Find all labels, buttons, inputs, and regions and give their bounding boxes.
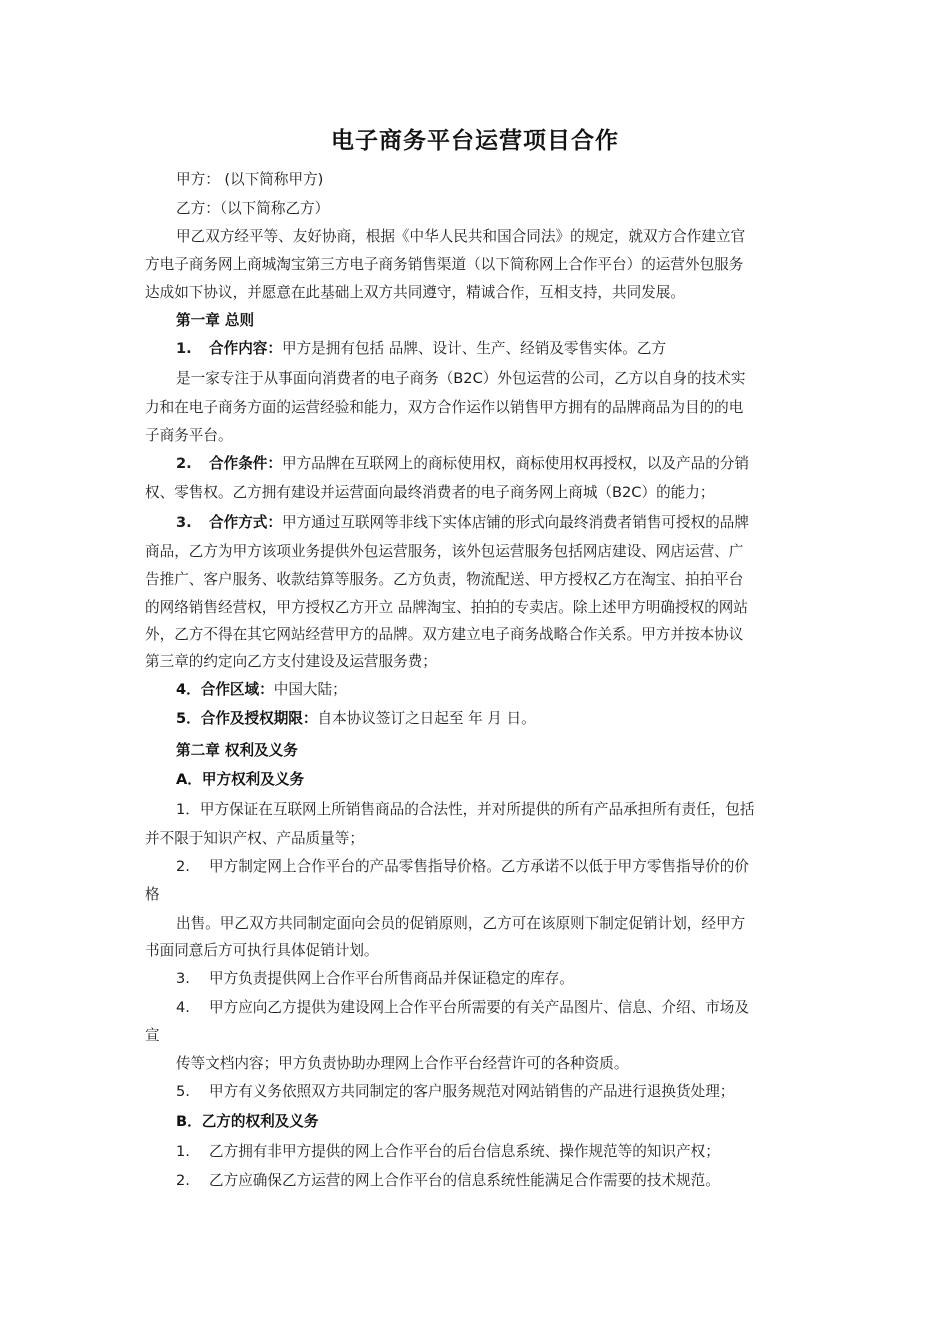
item-text: 乙方应确保乙方运营的网上合作平台的信息系统性能满足合作需要的技术规范。 [209,1172,720,1189]
item-number: 1. [176,340,192,357]
paragraph-line: 宣 [145,1027,160,1044]
item-text: 甲方制定网上合作平台的产品零售指导价格。乙方承诺不以低于甲方零售指导价的价 [209,858,749,875]
item-number: 3. [176,514,192,531]
paragraph-line: 外，乙方不得在其它网站经营甲方的品牌。双方建立电子商务战略合作关系。甲方并按本协议 [145,626,744,643]
item-text: 甲方品牌在互联网上的商标使用权，商标使用权再授权，以及产品的分销 [281,455,749,472]
paragraph-line: 权、零售权。乙方拥有建设并运营面向最终消费者的电子商务网上商城（B2C）的能力； [145,484,715,501]
section-b-heading: B．乙方的权利及义务 [176,1113,319,1130]
intro-line-3: 达成如下协议，并愿意在此基础上双方共同遵守，精诚合作，互相支持，共同发展。 [145,284,685,301]
paragraph-line: 书面同意后方可执行具体促销计划。 [145,942,379,959]
section-a-heading: A．甲方权利及义务 [176,771,305,788]
party-a-line: 甲方： (以下简称甲方) [176,171,324,188]
item-text: 甲方通过互联网等非线下实体店铺的形式向最终消费者销售可授权的品牌 [281,514,749,531]
intro-line-2: 方电子商务网上商城淘宝第三方电子商务销售渠道（以下简称网上合作平台）的运营外包服务 [145,256,744,273]
party-b-line: 乙方：（以下简称乙方） [176,200,330,217]
section-a-item-5 [176,1082,810,1102]
paragraph-line: 传等文档内容；甲方负责协助办理网上合作平台经营许可的各种资质。 [176,1055,629,1072]
item-text: 中国大陆； [273,681,347,698]
item-text: 甲方负责提供网上合作平台所售商品并保证稳定的库存。 [209,970,574,987]
item-text: 乙方拥有非甲方提供的网上合作平台的后台信息系统、操作规范等的知识产权； [209,1143,720,1160]
paragraph-line: 子商务平台。 [145,427,233,444]
paragraph-line: 告推广、客户服务、收款结算等服务。乙方负责，物流配送、甲方授权乙方在淘宝、拍拍平台 [145,571,744,588]
chapter-1-item-4 [176,680,810,700]
section-a-item-4 [176,998,810,1018]
paragraph-line: 出售。甲乙双方共同制定面向会员的促销原则，乙方可在该原则下制定促销计划，经甲方 [176,915,746,932]
item-text: 自本协议签订之日起至 年 月 日。 [317,710,536,727]
item-text: 甲方有义务依照双方共同制定的客户服务规范对网站销售的产品进行退换货处理； [209,1083,735,1100]
section-a-item-3 [176,969,810,989]
item-label: 合作条件： [209,455,282,472]
chapter-1-item-3 [176,513,810,533]
paragraph-line: 的网络销售经营权，甲方授权乙方开立 品牌淘宝、拍拍的专卖店。除上述甲方明确授权的网站 [145,599,748,616]
item-label: 4．合作区域： [176,681,274,698]
item-label: 5．合作及授权期限： [176,710,318,727]
paragraph-line: 格 [145,886,160,903]
item-number: 2. [176,1172,190,1189]
item-label: 合作方式： [209,514,282,531]
paragraph-line: 力和在电子商务方面的运营经验和能力，双方合作运作以销售甲方拥有的品牌商品为目的的电 [145,399,744,416]
item-label: 合作内容： [209,340,282,357]
paragraph-line: 商品，乙方为甲方该项业务提供外包运营服务，该外包运营服务包括网店建设、网店运营、广 [145,543,744,560]
paragraph-line: 是一家专注于从事面向消费者的电子商务（B2C）外包运营的公司，乙方以自身的技术实 [176,370,746,387]
chapter-1-item-5 [176,709,810,729]
item-number: 2. [176,455,192,472]
chapter-1-item-2 [176,454,810,474]
paragraph-line: 并不限于知识产权、产品质量等； [145,830,364,847]
item-number: 1. [176,1143,190,1160]
intro-line-1: 甲乙双方经平等、友好协商，根据《中华人民共和国合同法》的规定，就双方合作建立官 [176,228,746,245]
item-number: 5. [176,1083,190,1100]
chapter-1-heading: 第一章 总则 [176,312,255,329]
item-text: 甲方应向乙方提供为建设网上合作平台所需要的有关产品图片、信息、介绍、市场及 [209,999,749,1016]
section-b-item-2 [176,1171,810,1191]
paragraph-line: 1．甲方保证在互联网上所销售商品的合法性，并对所提供的所有产品承担所有责任，包括 [176,801,755,818]
item-number: 2. [176,858,190,875]
chapter-1-item-1 [176,339,810,359]
chapter-2-heading: 第二章 权利及义务 [176,742,298,759]
section-b-item-1 [176,1142,810,1162]
item-text: 甲方是拥有包括 品牌、设计、生产、经销及零售实体。乙方 [281,340,667,357]
paragraph-line: 第三章的约定向乙方支付建设及运营服务费； [145,653,437,670]
section-a-item-2 [176,857,810,877]
item-number: 4. [176,999,190,1016]
document-title: 电子商务平台运营项目合作 [331,128,619,154]
item-number: 3. [176,970,190,987]
